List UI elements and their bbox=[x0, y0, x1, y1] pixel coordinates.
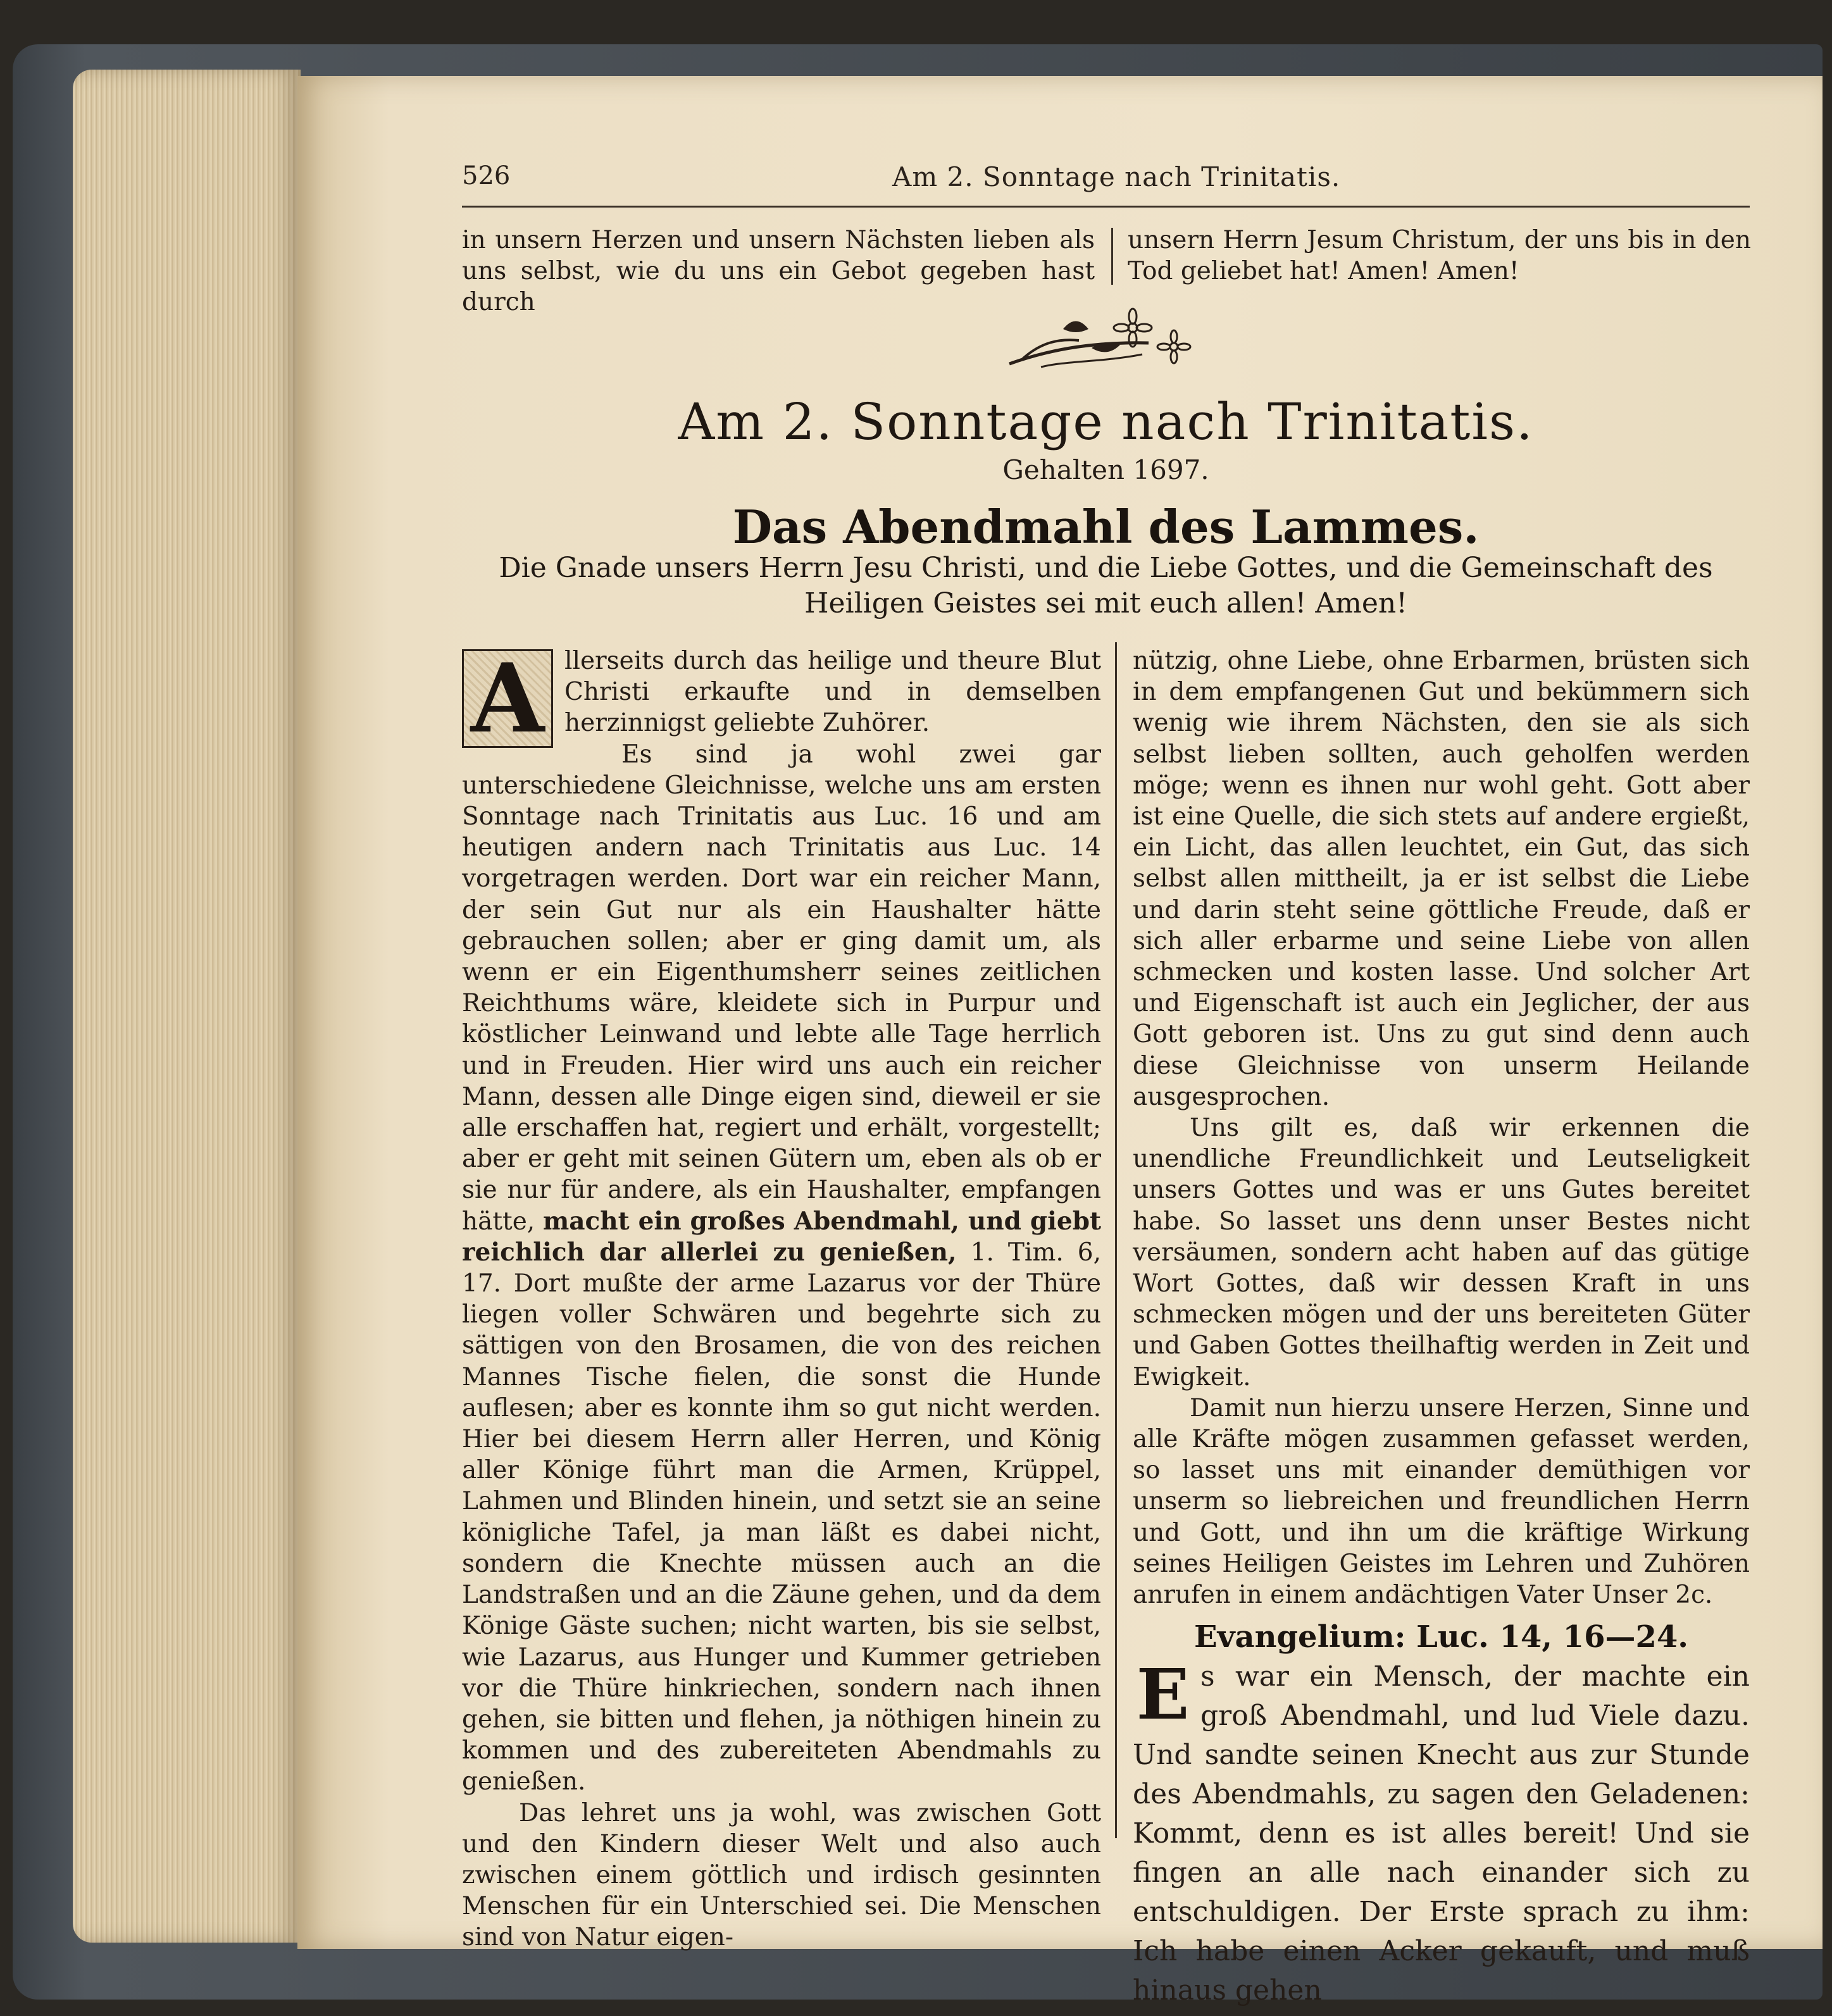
column-divider bbox=[1115, 642, 1117, 1838]
paragraph-6: Damit nun hierzu unsere Herzen, Sinne und alle Kräfte mögen zusammen gefasset werden, so lasset uns mit einander demüthigen vor unserm so liebreichen und freundlichen Herrn und Gott, und ihn um die kräftige Wirkung seines Heiligen Geistes im Lehren und Zuhören anrufen in einem andächtigen Vater Unser 2c. bbox=[1133, 1393, 1750, 1610]
paragraph-4: nützig, ohne Liebe, ohne Erbarmen, brüsten sich in dem empfangenen Gut und bekümmern sich wenig wie ihrem Nächsten, den sie als sich selbst lieben sollten, auch geholfen werden möge; wenn es ihnen nur wohl geht. Gott aber ist eine Quelle, die sich stets auf andere ergießt, ein Licht, das allen leuchtet, ein Gut, das sich selbst allen mittheilt, ja er ist selbst die Liebe und darin steht seine göttliche Freude, daß er sich aller erbarme und seine Liebe von allen schmecken und kosten lasse. Und solcher Art und Eigenschaft ist auch ein Jeglicher, der aus Gott geboren ist. Uns zu gut sind denn auch diese Gleichnisse von unserm Heilande ausgesprochen. bbox=[1133, 647, 1750, 1111]
top-column-divider bbox=[1111, 228, 1113, 285]
paragraph-1-text: llerseits durch das heilige und theure Blut Christi erkaufte und in demselben herzinnigst geliebte Zuhörer. bbox=[564, 647, 1101, 738]
gospel-text-body: s war ein Mensch, der machte ein groß Abendmahl, und lud Viele dazu. Und sandte seinen Knecht aus zur Stunde des Abendmahls, zu sagen den Geladenen: Kommt, denn es ist alles bereit! Und sie fingen an alle nach einander sich zu entschuldigen. Der Erste sprach zu ihm: Ich habe einen Acker gekauft, und muß hinaus gehen bbox=[1133, 1660, 1750, 2007]
paragraph-2-text-a: Es sind ja wohl zwei gar unterschiedene Gleichnisse, welche uns am ersten Sonntage nach Trinitatis aus Luc. 16 und am heutigen andern nach Trinitatis aus Luc. 14 vorgetragen werden. Dort war ein reicher Mann, der sein Gut nur als ein Haushalter hätte gebrauchen sollen; aber er ging damit um, als wenn er ein Eigenthumsherr seines zeitlichen Reichthums wäre, kleidete sich in Purpur und köstlicher Leinwand und lebte alle Tage herrlich und in Freuden. Hier wird uns auch ein reicher Mann, dessen alle Dinge eigen sind, dieweil er sie alle erschaffen hat, regiert und erhält, vorgestellt; aber er geht mit seinen Gütern um, eben als ob er sie nur für andere, als ein Haushalter, empfangen hätte, bbox=[462, 740, 1101, 1236]
paragraph-2-emphasis: macht ein großes Abendmahl, und giebt reichlich dar allerlei zu genießen, bbox=[462, 1206, 1101, 1267]
gospel-heading: Evangelium: Luc. 14, 16—24. bbox=[1194, 1619, 1688, 1655]
gospel-text bbox=[1133, 1653, 1750, 2010]
floral-ornament-icon bbox=[1003, 304, 1206, 380]
paragraph-3: Das lehret uns ja wohl, was zwischen Gott und den Kindern dieser Welt und also auch zwischen einem göttlich und irdisch gesinnten Menschen für ein Unterschied sei. Die Menschen sind von Natur eigen- bbox=[462, 1798, 1101, 1952]
paragraph-5: Uns gilt es, daß wir erkennen die unendliche Freundlichkeit und Leutseligkeit unsers Gottes und was er uns Gutes bereitet habe. So lasset uns denn unser Bestes nicht versäumen, sondern acht haben auf das gütige Wort Gottes, daß wir dessen Kraft in uns schmecken mögen und der uns bereiteten Güter und Gaben Gottes theilhaftig werden in Zeit und Ewigkeit. bbox=[1133, 1114, 1750, 1391]
delivered-date: Gehalten 1697. bbox=[1002, 454, 1209, 485]
page-number: 526 bbox=[462, 161, 511, 190]
left-column bbox=[462, 645, 1101, 1953]
running-title: Am 2. Sonntage nach Trinitatis. bbox=[892, 161, 1341, 192]
page-edges bbox=[73, 70, 301, 1943]
running-head bbox=[462, 161, 1750, 208]
gospel-drop-cap: E bbox=[1136, 1653, 1190, 1735]
drop-cap: A bbox=[462, 649, 553, 748]
paragraph-1 bbox=[462, 643, 1101, 754]
paragraph-2 bbox=[462, 739, 1101, 1798]
sermon-title: Am 2. Sonntage nach Trinitatis. bbox=[678, 392, 1534, 451]
right-column bbox=[1133, 645, 1750, 2010]
carryover-right: unsern Herrn Jesum Christum, der uns bis in den Tod geliebet hat! Amen! Amen! bbox=[1128, 226, 1751, 286]
sermon-subtitle: Das Abendmahl des Lammes. bbox=[732, 500, 1480, 554]
carryover-left: in unsern Herzen und unsern Nächsten lieben als uns selbst, wie du uns ein Gebot gegeben hast durch bbox=[462, 226, 1095, 317]
paragraph-2-text-b: 1. Tim. 6, 17. Dort mußte der arme Lazarus vor der Thüre liegen voller Schwären und begehrte sich zu sättigen von den Brosamen, die von des reichen Mannes Tische fielen, die sonst die Hunde auflesen; aber es konnte ihm so gut nicht werden. Hier bei diesem Herrn aller Herren, und König aller Könige führt man die Armen, Krüppel, Lahmen und Blinden hinein, und setzt sie an seine königliche Tafel, ja man läßt es dabei nicht, sondern die Knechte müssen auch an die Landstraßen und an die Zäune gehen, und da dem Könige Gäste suchen; nicht warten, bis sie selbst, wie Lazarus, aus Hunger und Kummer getrieben vor die Thüre hinkriechen, sondern nach ihnen gehen, sie bitten und flehen, ja nöthigen hinein zu kommen und des zubereiteten Abendmahls zu genießen. bbox=[462, 1238, 1102, 1796]
opening-blessing: Die Gnade unsers Herrn Jesu Christi, und die Liebe Gottes, und die Gemeinschaft des Heiligen Geistes sei mit euch allen! Amen! bbox=[499, 552, 1713, 619]
